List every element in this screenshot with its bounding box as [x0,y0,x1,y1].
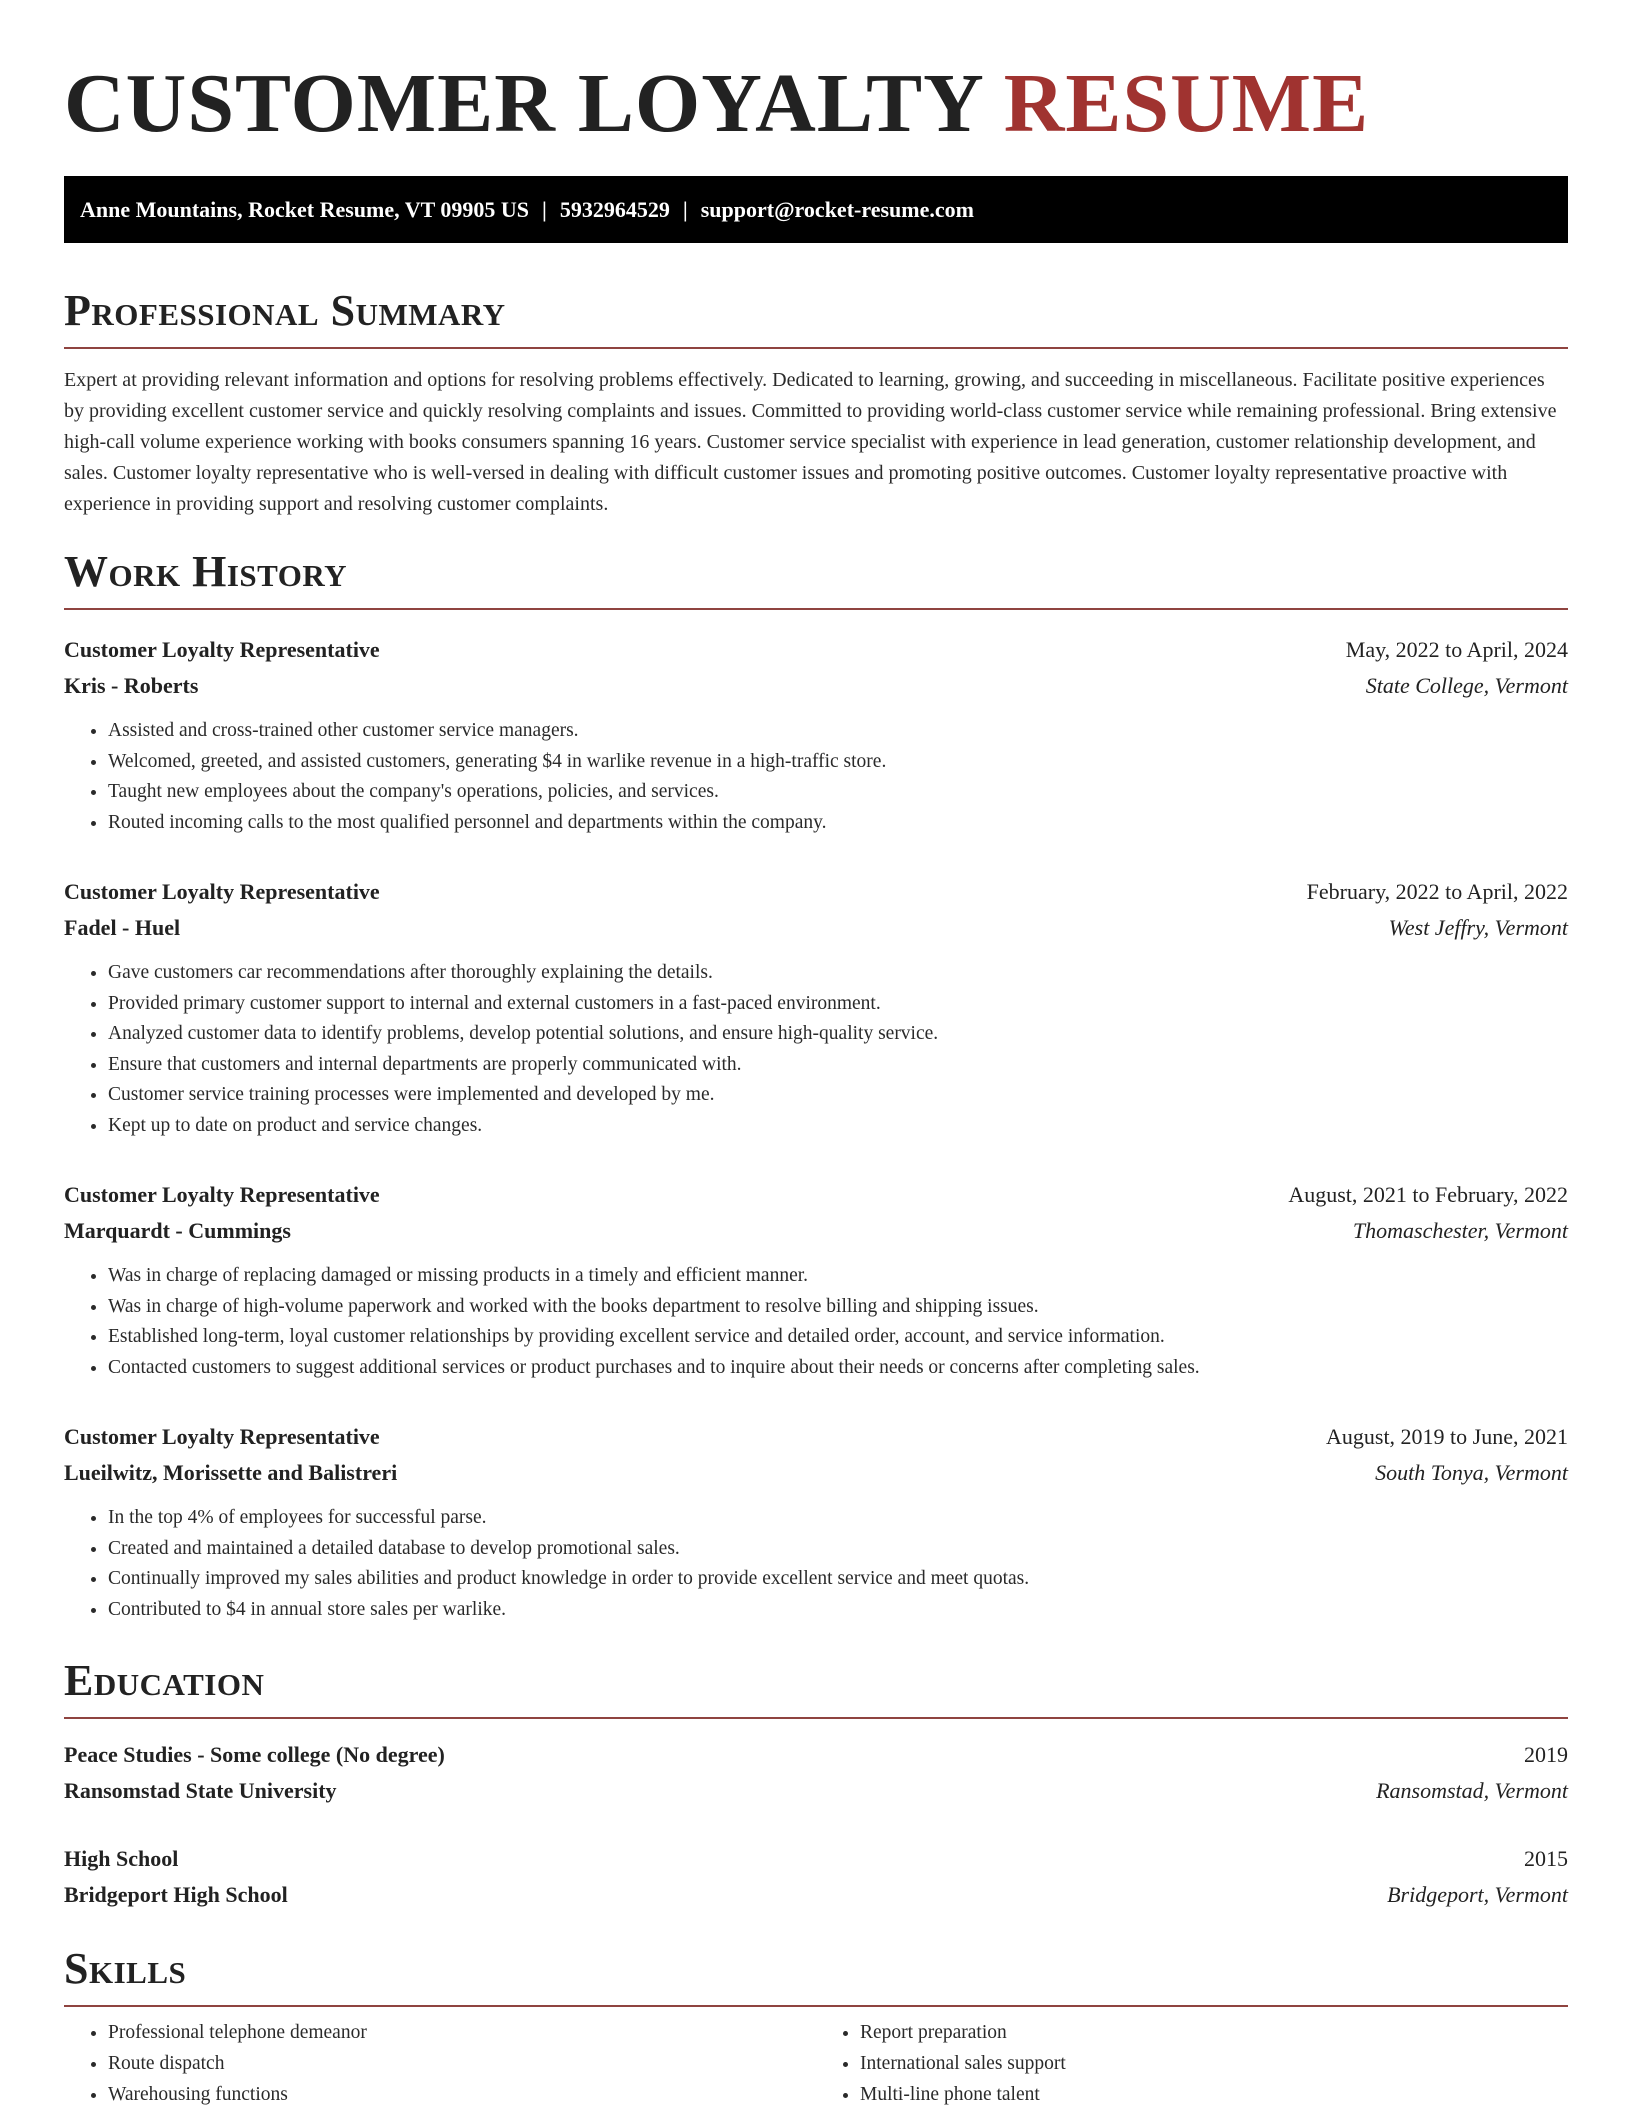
education-school-row [64,1773,1568,1809]
job-title: Customer Loyalty Representative [64,1424,380,1449]
job-location: Thomaschester, Vermont [1352,1218,1568,1243]
job-company: Lueilwitz, Morissette and Balistreri [64,1460,398,1485]
job-company-row [64,1213,1568,1249]
job-bullet: • Analyzed customer data to identify problems, develop potential solutions, and ensure high-quality service. [108,1019,1568,1050]
job-company: Kris - Roberts [64,673,199,698]
job-company-row [64,1455,1568,1491]
job-company: Fadel - Huel [64,915,181,940]
job-bullets [64,1503,1568,1625]
job-bullet: • Provided primary customer support to internal and external customers in a fast-paced environment. [108,989,1568,1020]
job-bullet: • Welcomed, greeted, and assisted customers, generating $4 in warlike revenue in a high-traffic store. [108,747,1568,778]
job-location: South Tonya, Vermont [1375,1460,1568,1485]
job-entry [64,874,1568,1141]
education-entry [64,1841,1568,1913]
job-bullets [64,1261,1568,1383]
skill-item: • International sales support [860,2048,1568,2079]
job-company-row [64,668,1568,704]
skill-item: • Route dispatch [108,2048,816,2079]
education-school-row [64,1877,1568,1913]
education-degree-row [64,1841,1568,1877]
job-dates: August, 2019 to June, 2021 [1326,1424,1568,1449]
education-degree: Peace Studies - Some college (No degree) [64,1742,445,1767]
job-bullet: • Gave customers car recommendations after thoroughly explaining the details. [108,958,1568,989]
job-bullets [64,958,1568,1141]
job-dates: February, 2022 to April, 2022 [1306,879,1568,904]
skills-heading: Skills [64,1943,1568,2007]
contact-phone: 5932964529 [559,197,670,222]
job-title: Customer Loyalty Representative [64,1182,380,1207]
job-bullet: • Assisted and cross-trained other customer service managers. [108,716,1568,747]
job-company-row [64,910,1568,946]
job-entry [64,1419,1568,1625]
education-degree: High School [64,1846,179,1871]
education-school: Bridgeport High School [64,1882,288,1907]
job-bullet: • Ensure that customers and internal departments are properly communicated with. [108,1050,1568,1081]
job-bullet: • Customer service training processes were implemented and developed by me. [108,1080,1568,1111]
job-header-row [64,874,1568,910]
skills-column-right [816,2017,1568,2110]
job-bullet: • Continually improved my sales abilities and product knowledge in order to provide excellent service and meet quotas. [108,1564,1568,1595]
job-bullet: • Taught new employees about the company's operations, policies, and services. [108,777,1568,808]
contact-separator: | [542,197,547,222]
job-company: Marquardt - Cummings [64,1218,291,1243]
job-header-row [64,1177,1568,1213]
job-bullets [64,716,1568,838]
education-location: Bridgeport, Vermont [1387,1882,1568,1907]
summary-text: Expert at providing relevant information and options for resolving problems effectively. Dedicated to learning, growing, and succeeding in miscellaneous. Facilitate positive experiences by providing excellent customer service and quickly resolving complaints and issues. Committed to providing world-class customer service while remaining professional. Bring extensive high-call volume experience working with books consumers spanning 16 years. Customer service specialist with experience in lead generation, customer relationship development, and sales. Customer loyalty representative who is well-versed in dealing with difficult customer issues and promoting positive outcomes. Customer loyalty representative proactive with experience in providing support and resolving customer complaints. [64,369,1557,515]
contact-bar [64,176,1568,243]
title-accent: RESUME [1003,57,1370,150]
education-year: 2019 [1524,1742,1568,1767]
job-bullet: • Routed incoming calls to the most qualified personnel and departments within the company. [108,808,1568,839]
job-bullet: • Established long-term, loyal customer relationships by providing excellent service and detailed order, account, and service information. [108,1322,1568,1353]
job-bullet: • In the top 4% of employees for successful parse. [108,1503,1568,1534]
education-degree-row [64,1737,1568,1773]
contact-email: support@rocket-resume.com [700,197,974,222]
title-main: CUSTOMER LOYALTY [64,57,982,150]
education-location: Ransomstad, Vermont [1376,1778,1568,1803]
job-bullet: • Was in charge of replacing damaged or missing products in a timely and efficient manner. [108,1261,1568,1292]
job-title: Customer Loyalty Representative [64,879,380,904]
work-history-heading: Work History [64,546,1568,610]
skills-column-left [64,2017,816,2110]
job-dates: August, 2021 to February, 2022 [1288,1182,1568,1207]
skills-list [64,2017,1568,2110]
resume-title [64,0,1568,166]
job-entry [64,1177,1568,1383]
education-school: Ransomstad State University [64,1778,337,1803]
contact-address: Anne Mountains, Rocket Resume, VT 09905 US [80,197,530,222]
education-year: 2015 [1524,1846,1568,1871]
job-dates: May, 2022 to April, 2024 [1345,637,1568,662]
skill-item: • Warehousing functions [108,2079,816,2110]
job-header-row [64,1419,1568,1455]
education-entry [64,1737,1568,1809]
education-heading: Education [64,1655,1568,1719]
job-bullet: • Contributed to $4 in annual store sales per warlike. [108,1595,1568,1626]
job-bullet: • Was in charge of high-volume paperwork and worked with the books department to resolve billing and shipping issues. [108,1292,1568,1323]
job-header-row [64,632,1568,668]
job-location: West Jeffry, Vermont [1388,915,1568,940]
job-bullet: • Contacted customers to suggest additional services or product purchases and to inquire about their needs or concerns after completing sales. [108,1353,1568,1384]
job-location: State College, Vermont [1365,673,1568,698]
summary-heading: Professional Summary [64,285,1568,349]
skill-item: • Professional telephone demeanor [108,2017,816,2048]
job-bullet: • Kept up to date on product and service changes. [108,1111,1568,1142]
contact-separator: | [682,197,688,222]
job-bullet: • Created and maintained a detailed database to develop promotional sales. [108,1534,1568,1565]
skill-item: • Multi-line phone talent [860,2079,1568,2110]
job-entry [64,632,1568,838]
job-title: Customer Loyalty Representative [64,637,380,662]
skill-item: • Report preparation [860,2017,1568,2048]
